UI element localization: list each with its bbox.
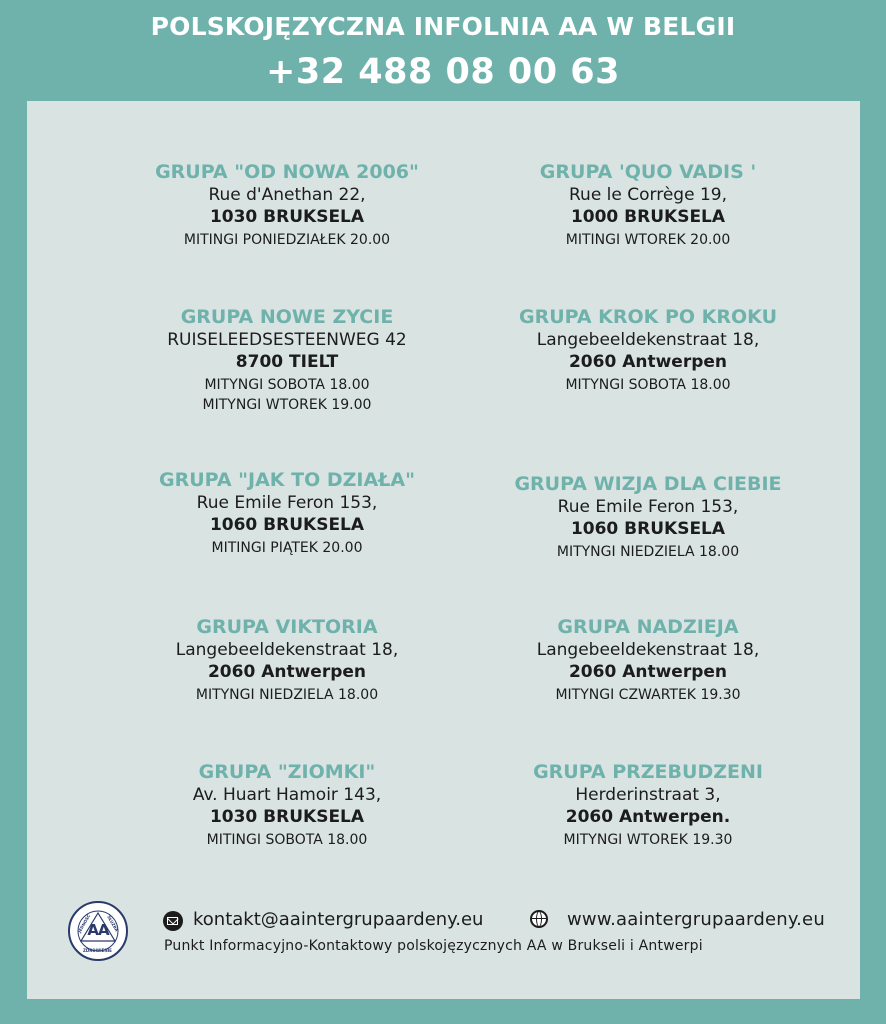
group-card (122, 761, 452, 850)
logo-ring-text: SŁUŻBA (106, 914, 120, 933)
logo-ring-text: ZDROWIENIE (83, 948, 112, 953)
envelope-icon (163, 911, 183, 931)
group-meeting: MITINGI PIĄTEK 20.00 (211, 540, 363, 556)
group-street: Rue d'Anethan 22, (208, 185, 366, 205)
group-meeting: MITYNGI CZWARTEK 19.30 (555, 687, 741, 703)
group-city: 8700 TIELT (235, 352, 339, 372)
group-city: 1030 BRUKSELA (209, 207, 365, 227)
globe-icon (530, 910, 548, 928)
group-street: Rue Emile Feron 153, (196, 493, 378, 513)
group-city: 1030 BRUKSELA (209, 807, 365, 827)
groups-panel (27, 101, 860, 999)
group-name: GRUPA WIZJA DLA CIEBIE (514, 473, 782, 495)
group-city: 1000 BRUKSELA (570, 207, 726, 227)
group-name: GRUPA "JAK TO DZIAŁA" (158, 469, 416, 491)
footer-tagline: Punkt Informacyjno-Kontaktowy polskojęzycznych AA w Brukseli i Antwerpi (164, 938, 703, 954)
group-meeting: MITINGI SOBOTA 18.00 (206, 832, 368, 848)
group-street: Rue Emile Feron 153, (557, 497, 739, 517)
logo-letters: AA (87, 921, 109, 939)
group-meeting: MITYNGI WTOREK 19.30 (563, 832, 733, 848)
group-card (483, 616, 813, 705)
group-card (122, 161, 452, 250)
group-street: Langebeeldekenstraat 18, (175, 640, 399, 660)
group-street: Langebeeldekenstraat 18, (536, 330, 760, 350)
group-city: 1060 BRUKSELA (209, 515, 365, 535)
website-link[interactable]: www.aaintergrupaardeny.eu (567, 909, 825, 930)
group-card (122, 469, 452, 558)
phone-number[interactable]: +32 488 08 00 63 (266, 52, 620, 92)
group-name: GRUPA NOWE ZYCIE (180, 306, 394, 328)
group-meeting: MITYNGI SOBOTA 18.00 (565, 377, 731, 393)
group-street: RUISELEEDSESTEENWEG 42 (167, 330, 407, 350)
group-meeting: MITINGI WTOREK 20.00 (565, 232, 731, 248)
group-card (483, 473, 813, 562)
group-card (122, 306, 452, 415)
group-city: 2060 Antwerpen. (565, 807, 731, 827)
page-title: POLSKOJĘZYCZNA INFOLNIA AA W BELGII (150, 12, 736, 41)
group-card (483, 761, 813, 850)
group-name: GRUPA "ZIOMKI" (198, 761, 376, 783)
group-card (122, 616, 452, 705)
group-meeting: MITYNGI NIEDZIELA 18.00 (195, 687, 379, 703)
group-name: GRUPA KROK PO KROKU (518, 306, 777, 328)
aa-logo (68, 901, 128, 961)
group-street: Herderinstraat 3, (575, 785, 721, 805)
group-card (483, 306, 813, 395)
group-city: 2060 Antwerpen (207, 662, 367, 682)
group-meeting: MITINGI PONIEDZIAŁEK 20.00 (183, 232, 391, 248)
group-meeting: MITYNGI WTOREK 19.00 (202, 397, 372, 413)
group-name: GRUPA PRZEBUDZENI (533, 761, 763, 783)
group-name: GRUPA VIKTORIA (196, 616, 378, 638)
group-meeting: MITYNGI NIEDZIELA 18.00 (556, 544, 740, 560)
group-name: GRUPA 'QUO VADIS ' (539, 161, 757, 183)
group-city: 2060 Antwerpen (568, 352, 728, 372)
group-street: Av. Huart Hamoir 143, (192, 785, 382, 805)
group-city: 2060 Antwerpen (568, 662, 728, 682)
group-street: Langebeeldekenstraat 18, (536, 640, 760, 660)
group-card (483, 161, 813, 250)
group-meeting: MITYNGI SOBOTA 18.00 (204, 377, 370, 393)
group-name: GRUPA NADZIEJA (557, 616, 739, 638)
group-city: 1060 BRUKSELA (570, 519, 726, 539)
group-street: Rue le Corrège 19, (569, 185, 727, 205)
email-link[interactable]: kontakt@aaintergrupaardeny.eu (193, 909, 484, 930)
group-name: GRUPA "OD NOWA 2006" (155, 161, 419, 183)
logo-ring-text: JEDNOŚĆ (76, 913, 92, 934)
